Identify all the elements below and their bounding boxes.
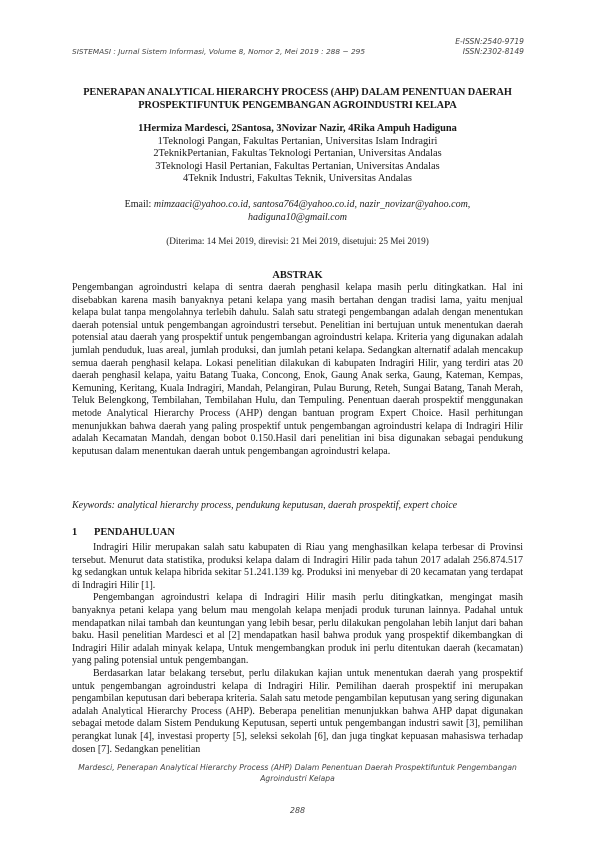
title-line-1: PENERAPAN ANALYTICAL HIERARCHY PROCESS (AHP) DALAM PENENTUAN DAERAH	[83, 87, 512, 98]
section-heading	[72, 527, 175, 538]
section-title: PENDAHULUAN	[94, 527, 175, 538]
abstract-text	[72, 282, 523, 458]
eissn-label: E-ISSN:2540-9719	[455, 37, 524, 46]
submission-dates: (Diterima: 14 Mei 2019, direvisi: 21 Mei 2019, disetujui: 25 Mei 2019)	[166, 236, 429, 246]
running-footer	[72, 762, 523, 784]
paper-title	[60, 86, 535, 112]
section-body	[72, 542, 523, 756]
footer-line-1: Mardesci, Penerapan Analytical Hierarchy Process (AHP) Dalam Penentuan Daerah Prospektifuntuk Pengembangan	[78, 763, 517, 772]
affiliation-4: 4Teknik Industri, Fakultas Teknik, Universitas Andalas	[183, 173, 412, 185]
keywords-line	[72, 500, 523, 511]
section-number: 1	[72, 527, 78, 538]
author-block	[60, 123, 535, 186]
footer-line-2: Agroindustri Kelapa	[260, 774, 335, 783]
email-block	[72, 198, 523, 224]
body-paragraph-1: Indragiri Hilir merupakan salah satu kabupaten di Riau yang menghasilkan kelapa terbesar di Provinsi tersebut. Menurut data statistika, produksi kelapa dalam di Indragiri Hilir pada tahun 2017 adalah 256.874.517 kg sedangkan untuk kelapa hibrida sekitar 51.241.139 kg. Produksi ini menyebar di 20 kecamatan yang terdapat di Indragiri Hilir [1].	[72, 542, 523, 591]
keywords-text: : analytical hierarchy process, pendukung keputusan, daerah prospektif, expert choice	[111, 500, 458, 511]
journal-header: SISTEMASI : Jurnal Sistem Informasi, Volume 8, Nomor 2, Mei 2019 : 288 − 295	[72, 47, 366, 56]
title-line-2: PROSPEKTIFUNTUK PENGEMBANGAN AGROINDUSTRI KELAPA	[138, 100, 457, 111]
page-number: 288	[289, 806, 306, 815]
abstract-heading: ABSTRAK	[272, 270, 323, 281]
email-addresses-1: mimzaaci@yahoo.co.id, santosa764@yahoo.co.id, nazir_novizar@yahoo.com,	[153, 199, 471, 210]
affiliation-3: 3Teknologi Hasil Pertanian, Fakultas Pertanian, Universitas Andalas	[155, 160, 440, 172]
email-label: Email:	[124, 199, 154, 210]
author-names: 1Hermiza Mardesci, 2Santosa, 3Novizar Nazir, 4Rika Ampuh Hadiguna	[138, 123, 457, 134]
issn-label: ISSN:2302-8149	[462, 47, 524, 56]
abstract-paragraph: Pengembangan agroindustri kelapa di sentra daerah penghasil kelapa masih perlu ditingkatkan. Hal ini disebabkan karena masih banyaknya petani kelapa yang masih bertahan dengan tradisi lama, yaitu menjual kelapa bulat tanpa mengolahnya terlebih dahulu. Salah satu strategi pengembangan adalah dengan menentukan daerah potensial untuk pengembangan agroindustri tersebut. Penelitian ini bertujuan untuk menentukan daerah potensial atau daerah yang prospektif untuk pengembangan agroindustri kelapa. Kriteria yang digunakan adalah jumlah penduduk, luas areal, jumlah produksi, dan jumlah petani kelapa. Sedangkan alternatif adalah mencakup semua daerah penghasil kelapa. Lokasi penelitian dilakukan di kabupaten Indragiri Hilir, yang terdiri atas 20 daerah penghasil kelapa, yaitu Batang Tuaka, Concong, Enok, Gaung Anak serka, Gaung, Kateman, Kempas, Kemuning, Keritang, Kuala Indragiri, Mandah, Pelangiran, Pulau Burung, Reteh, Sungai Batang, Tanah Merah, Teluk Belengkong, Tembilahan, Tembilahan Hulu, dan Tempuling. Penentuan daerah prospektif menggunakan metode Analytical Hierarchy Process (AHP) dengan bantuan program Expert Choice. Hasil perhitungan menunjukkan bahwa daerah yang paling prospektif untuk pengembangan agroindustri kelapa di Indragiri Hilir adalah Kecamatan Mandah, dengan bobot 0.150.Hasil dari penelitian ini bisa digunakan sebagai pendukung keputusan dalam menentukan daerah untuk pengembangan agroindustri kelapa.	[72, 282, 523, 457]
body-paragraph-2: Pengembangan agroindustri kelapa di Indragiri Hilir masih perlu ditingkatkan, mengingat masih banyaknya petani kelapa yang belum mau mengolah kelapa menjadi produk turunan lainnya. Padahal untuk mendapatkan nilai tambah dan keuntungan yang lebih besar, perlu dilakukan pengolahan lebih lanjut dari bahan baku. Hasil penelitian Mardesci et al [2] mendapatkan hasil bahwa produk yang prospektif dikembangkan di Indragiri Hilir adalah minyak kelapa, Untuk mengembangkan produk ini perlu ditentukan daerah (kecamatan) yang paling potensial untuk pengembangan.	[72, 592, 523, 667]
affiliation-2: 2TeknikPertanian, Fakultas Teknologi Pertanian, Universitas Andalas	[153, 148, 442, 160]
affiliation-1: 1Teknologi Pangan, Fakultas Pertanian, Universitas Islam Indragiri	[157, 135, 438, 147]
keywords-label: Keywords	[72, 500, 112, 511]
email-addresses-2: hadiguna10@gmail.com	[248, 212, 347, 223]
body-paragraph-3: Berdasarkan latar belakang tersebut, perlu dilakukan kajian untuk menentukan daerah yang prospektif untuk pengembangan agroindustri kelapa di Indragiri Hilir. Pemilihan daerah prospektif ini merupakan pengambilan keputusan dari beberapa kriteria. Salah satu metode pengambilan keputusan yang sering digunakan adalah Analytical Hierarchy Process (AHP). Beberapa penelitian menunjukkan bahwa AHP dapat digunakan sebagai metode dalam Sistem Pendukung Keputusan, seperti untuk pengembangan industri sawit [3], pemilihan perangkat lunak [4], investasi property [5], seleksi sekolah [6], dan juga tingkat kepuasan mahasiswa terhadap dosen [7]. Sedangkan penelitian	[72, 667, 523, 755]
